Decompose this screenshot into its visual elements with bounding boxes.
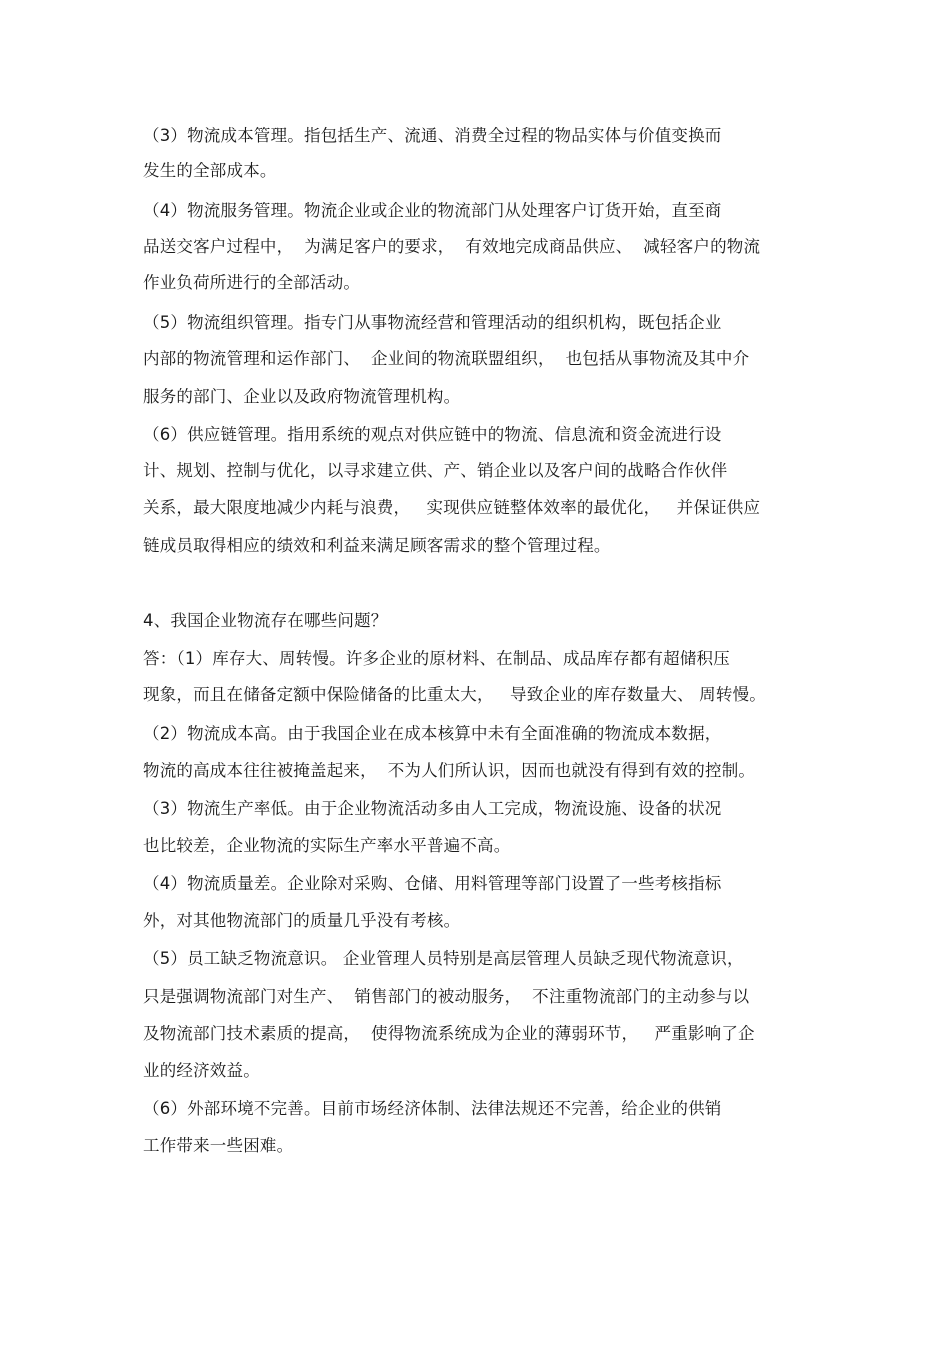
text-line: （6）外部环境不完善。目前市场经济体制、法律法规还不完善，给企业的供销 — [143, 1099, 722, 1118]
text-line: （3）物流生产率低。由于企业物流活动多由人工完成，物流设施、设备的状况 — [143, 799, 722, 818]
text-line: 外，对其他物流部门的质量几乎没有考核。 — [143, 911, 461, 930]
question-heading: 4、我国企业物流存在哪些问题？ — [143, 611, 388, 630]
text-line: （4）物流服务管理。物流企业或企业的物流部门从处理客户订货开始，直至商 — [143, 201, 722, 220]
text-line: 关系，最大限度地减少内耗与浪费， 实现供应链整体效率的最优化， 并保证供应 — [143, 498, 761, 517]
text-line: （2）物流成本高。由于我国企业在成本核算中未有全面准确的物流成本数据， — [143, 724, 722, 743]
text-line: 计、规划、控制与优化，以寻求建立供、产、销企业以及客户间的战略合作伙伴 — [143, 461, 728, 480]
text-line: 内部的物流管理和运作部门、 企业间的物流联盟组织， 也包括从事物流及其中介 — [143, 349, 750, 368]
text-line: 服务的部门、企业以及政府物流管理机构。 — [143, 387, 461, 406]
text-line: 发生的全部成本。 — [143, 161, 277, 180]
text-line: （5）物流组织管理。指专门从事物流经营和管理活动的组织机构，既包括企业 — [143, 313, 722, 332]
text-line: 作业负荷所进行的全部活动。 — [143, 273, 361, 292]
text-line: 品送交客户过程中， 为满足客户的要求， 有效地完成商品供应、 减轻客户的物流 — [143, 237, 761, 256]
text-line: 答：（1）库存大、周转慢。许多企业的原材料、在制品、成品库存都有超储积压 — [143, 649, 730, 668]
text-line: 物流的高成本往往被掩盖起来， 不为人们所认识，因而也就没有得到有效的控制。 — [143, 761, 756, 780]
text-line: 也比较差，企业物流的实际生产率水平普遍不高。 — [143, 836, 511, 855]
text-line: （3）物流成本管理。指包括生产、流通、消费全过程的物品实体与价值变换而 — [143, 126, 722, 145]
text-line: （6）供应链管理。指用系统的观点对供应链中的物流、信息流和资金流进行设 — [143, 425, 722, 444]
text-line: 业的经济效益。 — [143, 1061, 260, 1080]
text-line: （5）员工缺乏物流意识。 企业管理人员特别是高层管理人员缺乏现代物流意识， — [143, 949, 744, 968]
text-line: 现象，而且在储备定额中保险储备的比重太大， 导致企业的库存数量大、 周转慢。 — [143, 685, 766, 704]
text-line: （4）物流质量差。企业除对采购、仓储、用料管理等部门设置了一些考核指标 — [143, 874, 722, 893]
text-line: 链成员取得相应的绩效和利益来满足顾客需求的整个管理过程。 — [143, 536, 611, 555]
text-line: 及物流部门技术素质的提高， 使得物流系统成为企业的薄弱环节， 严重影响了企 — [143, 1024, 755, 1043]
text-line: 只是强调物流部门对生产、 销售部门的被动服务， 不注重物流部门的主动参与以 — [143, 987, 750, 1006]
text-line: 工作带来一些困难。 — [143, 1136, 294, 1155]
